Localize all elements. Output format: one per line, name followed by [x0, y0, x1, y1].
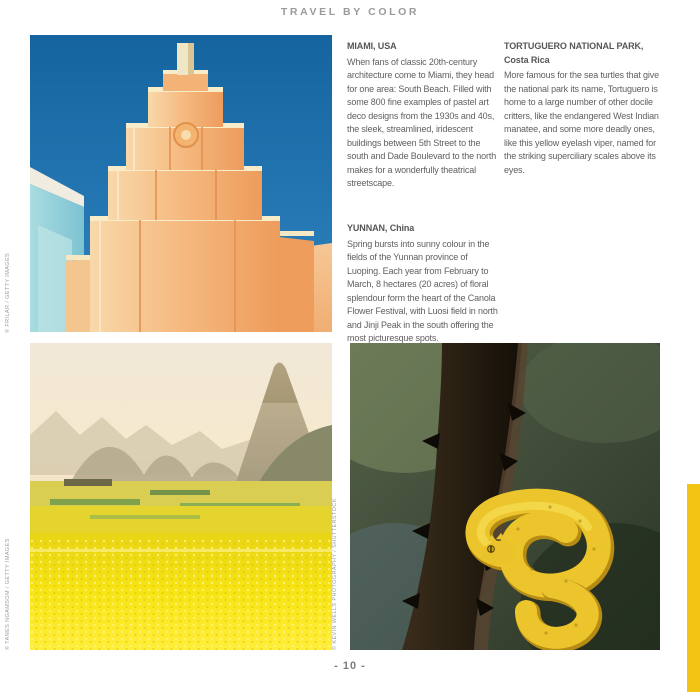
- photo-credit-miami: © FRILAR / GETTY IMAGES: [5, 252, 11, 333]
- article-tortuguero-heading: TORTUGUERO NATIONAL PARK, Costa Rica: [504, 41, 644, 65]
- article-tortuguero: [504, 40, 664, 177]
- photo-yunnan-canola-fields: [30, 343, 332, 650]
- article-tortuguero-body: More famous for the sea turtles that give the national park its name, Tortuguero is home to a large number of other docile critters, like the endangered West Indian manatee, and some more deadly ones, like this yellow eyelash viper, named for the striking superciliary scales above its eyes.: [504, 70, 659, 175]
- article-miami-body: When fans of classic 20th-century architecture come to Miami, they head for one area: South Beach. Filled with some 800 fine examples of pastel art deco designs from the 1930s and 40s, the sleek, streamlined, iridescent buildings between 5th Street to the south and Dade Boulevard to the north makes for a wonderfully theatrical streetscape.: [347, 56, 497, 188]
- photo-credit-canola: © TANES NGAMSOM / GETTY IMAGES: [5, 538, 11, 650]
- photo-miami-art-deco: [30, 35, 332, 332]
- article-miami-heading: MIAMI, USA: [347, 41, 397, 51]
- article-miami: [347, 40, 500, 191]
- eyelash-viper-illustration: [350, 343, 660, 650]
- photo-credit-viper: © KEVIN WELLS PHOTOGRAPHY / SHUTTERSTOCK: [332, 498, 338, 650]
- miami-art-deco-illustration: [30, 35, 332, 332]
- photo-yellow-eyelash-viper: [350, 343, 660, 650]
- article-yunnan-heading: YUNNAN, China: [347, 223, 415, 233]
- canola-fields-illustration: [30, 343, 332, 650]
- page-title: TRAVEL BY COLOR: [280, 6, 420, 18]
- article-yunnan-body: Spring bursts into sunny colour in the fields of the Yunnan province of Luoping. Each year from February to March, 8 hectares (20 acres) of floral splendour form the heart of the Canola Flower Festival, with Luosi field in north and Jinji Peak in the south offering the most picturesque spots.: [347, 238, 498, 343]
- page-number: - 10 -: [334, 660, 366, 672]
- article-yunnan: [347, 222, 500, 346]
